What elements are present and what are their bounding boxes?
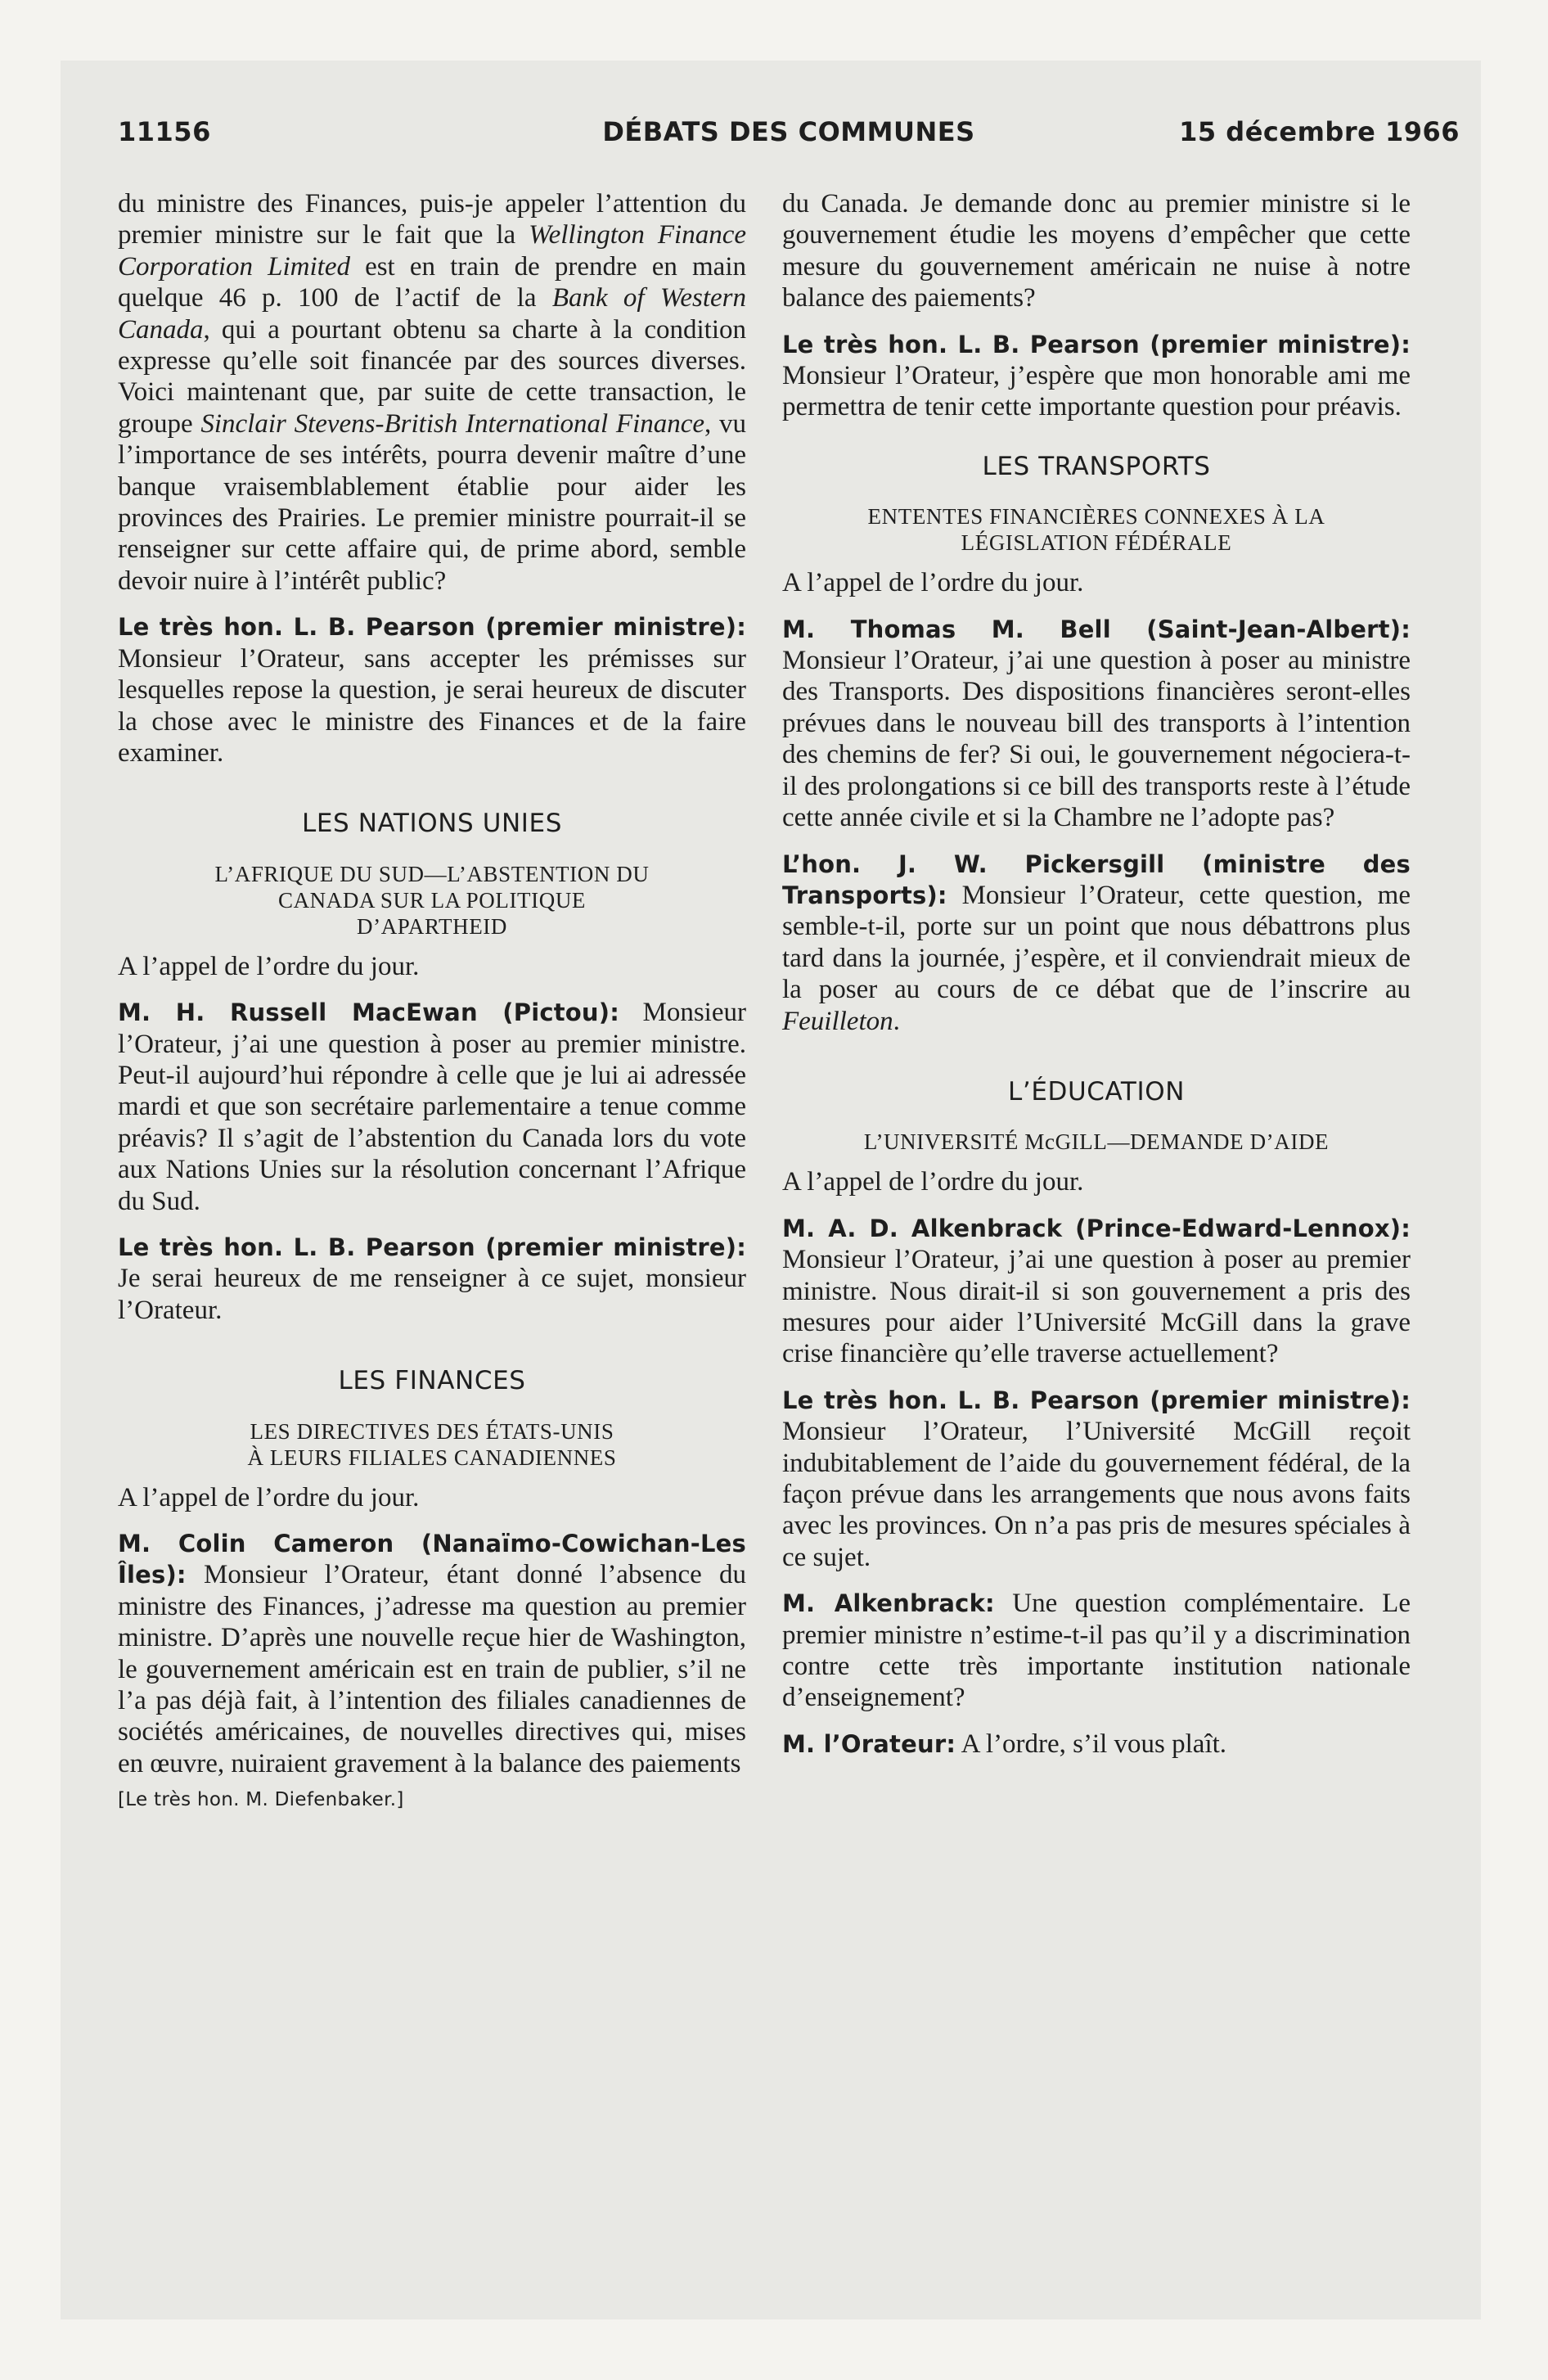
speaker-name: Le très hon. L. B. Pearson (premier ministre):	[118, 1233, 746, 1261]
page-number: 11156	[118, 116, 211, 147]
group-name: Sinclair Stevens-British International Finance	[200, 408, 705, 439]
paragraph: M. Thomas M. Bell (Saint-Jean-Albert): Monsieur l’Orateur, j’ai une question à poser au ministre des Transports. Des dispositions financières seront-elles prévues dans le nouveau bill des transports à l’intention des chemins de fer? Si oui, le gouvernement négociera-t-il des prolongations si ce bill des transports reste à l’étude cette année civile et si la Chambre ne l’adopte pas?	[782, 615, 1411, 833]
section-heading: L’ÉDUCATION	[1008, 1076, 1185, 1107]
section-heading: LES FINANCES	[338, 1366, 526, 1396]
paragraph: M. Colin Cameron (Nanaïmo-Cowichan-Les Îles): Monsieur l’Orateur, étant donné l’absence du ministre des Finances, j’adresse ma question au premier ministre. D’après une nouvelle reçue hier de Washington, le gouvernement américain est en train de publier, s’il ne l’a pas déjà fait, à l’intention des filiales canadiennes de sociétés américaines, de nouvelles directives qui, mises en œuvre, nuiraient gravement à la balance des paiements	[118, 1530, 746, 1778]
feuilleton-italic: Feuilleton	[782, 1006, 893, 1036]
order-of-day: A l’appel de l’ordre du jour.	[118, 951, 420, 981]
publication-title: DÉBATS DES COMMUNES	[602, 116, 975, 147]
paragraph: L’hon. J. W. Pickersgill (ministre des Transports): Monsieur l’Orateur, cette question, me semble-t-il, porte sur un point que nous débattrons plus tard dans la journée, j’espère, et il conviendrait mieux de la poser au cours de ce débat que de l’inscrire au Feuilleton.	[782, 850, 1411, 1036]
section-subheading: L’AFRIQUE DU SUD—L’ABSTENTION DU CANADA SUR LA POLITIQUE D’APARTHEID	[214, 861, 650, 939]
speaker-name: M. l’Orateur:	[782, 1729, 956, 1758]
company-name: Wellington Finance Corporation Limited	[118, 220, 746, 282]
speaker-name: M. Colin Cameron (Nanaïmo-Cowichan-Les Îles):	[118, 1530, 746, 1589]
paragraph: M. A. D. Alkenbrack (Prince-Edward-Lennox): Monsieur l’Orateur, j’ai une question à poser au premier ministre. Nous dirait-il si son gouvernement a pris des mesures pour aider l’Université McGill dans la grave crise financière qu’elle traverse actuellement?	[782, 1214, 1411, 1369]
speaker-name: M. H. Russell MacEwan (Pictou):	[118, 998, 620, 1027]
section-subheading: ENTENTES FINANCIÈRES CONNEXES À LA LÉGISLATION FÉDÉRALE	[867, 504, 1325, 556]
bank-name: Bank of Western Canada	[118, 283, 746, 345]
paragraph: Le très hon. L. B. Pearson (premier ministre): Monsieur l’Orateur, sans accepter les prémisses sur lesquelles repose la question, je serai heureux de discuter la chose avec le ministre des Finances et de la faire examiner.	[118, 613, 746, 768]
page-header	[118, 116, 1460, 162]
order-of-day: A l’appel de l’ordre du jour.	[118, 1482, 420, 1512]
right-column	[782, 188, 1411, 1774]
order-of-day: A l’appel de l’ordre du jour.	[782, 568, 1084, 598]
section-heading: LES NATIONS UNIES	[301, 809, 563, 839]
speaker-name: M. Alkenbrack:	[782, 1589, 995, 1618]
speaker-name: Le très hon. L. B. Pearson (premier ministre):	[782, 1386, 1411, 1414]
speaker-name: M. Thomas M. Bell (Saint-Jean-Albert):	[782, 615, 1411, 643]
order-of-day: A l’appel de l’ordre du jour.	[782, 1167, 1084, 1197]
paragraph: Le très hon. L. B. Pearson (premier ministre): Monsieur l’Orateur, j’espère que mon honorable ami me permettra de tenir cette importante question pour préavis.	[782, 330, 1411, 422]
publication-date: 15 décembre 1966	[1179, 116, 1460, 147]
speaker-name: L’hon. J. W. Pickersgill (ministre des Transports):	[782, 850, 1411, 909]
left-column	[118, 188, 746, 1816]
paragraph: M. H. Russell MacEwan (Pictou): Monsieur l’Orateur, j’ai une question à poser au premier ministre. Peut-il aujourd’hui répondre à celle que je lui ai adressée mardi et que son secrétaire parlementaire a tenue comme préavis? Il s’agit de l’abstention du Canada lors du vote aux Nations Unies sur la résolution concernant l’Afrique du Sud.	[118, 998, 746, 1216]
paragraph: Le très hon. L. B. Pearson (premier ministre): Je serai heureux de me renseigner à ce sujet, monsieur l’Orateur.	[118, 1233, 746, 1325]
section-subheading: L’UNIVERSITÉ McGILL—DEMANDE D’AIDE	[863, 1129, 1330, 1155]
paragraph: M. l’Orateur: A l’ordre, s’il vous plaît.	[782, 1729, 1227, 1759]
speaker-name: Le très hon. L. B. Pearson (premier ministre):	[782, 330, 1411, 358]
speaker-name: M. A. D. Alkenbrack (Prince-Edward-Lennox):	[782, 1214, 1411, 1242]
section-subheading: LES DIRECTIVES DES ÉTATS-UNIS À LEURS FILIALES CANADIENNES	[247, 1418, 617, 1470]
paragraph: du Canada. Je demande donc au premier ministre si le gouvernement étudie les moyens d’empêcher que cette mesure du gouvernement américain ne nuise à notre balance des paiements?	[782, 189, 1411, 313]
paragraph: du ministre des Finances, puis-je appeler l’attention du premier ministre sur le fait que la Wellington Finance Corporation Limited est en train de prendre en main quelque 46 p. 100 de l’actif de la Bank of Western Canada, qui a pourtant obtenu sa charte à la condition expresse qu’elle soit financée par des sources diverses. Voici maintenant que, par suite de cette transaction, le groupe Sinclair Stevens-British International Finance, vu l’importance de ses intérêts, pourra devenir maître d’une banque vraisemblablement établie pour aider les provinces des Prairies. Le premier ministre pourrait-il se renseigner sur cette affaire qui, de prime abord, semble devoir nuire à l’intérêt public?	[118, 189, 747, 596]
section-heading: LES TRANSPORTS	[982, 451, 1211, 481]
speaker-footer: [Le très hon. M. Diefenbaker.]	[118, 1789, 404, 1811]
paragraph: Le très hon. L. B. Pearson (premier ministre): Monsieur l’Orateur, l’Université McGill reçoit indubitablement de l’aide du gouvernement fédéral, de la façon prévue dans les arrangements que nous avons faits avec les provinces. On n’a pas pris de mesures spéciales à ce sujet.	[782, 1386, 1411, 1572]
speaker-name: Le très hon. L. B. Pearson (premier ministre):	[118, 613, 746, 642]
paragraph: M. Alkenbrack: Une question complémentaire. Le premier ministre n’estime-t-il pas qu’il y a discrimination contre cette très importante institution nationale d’enseignement?	[782, 1589, 1411, 1713]
